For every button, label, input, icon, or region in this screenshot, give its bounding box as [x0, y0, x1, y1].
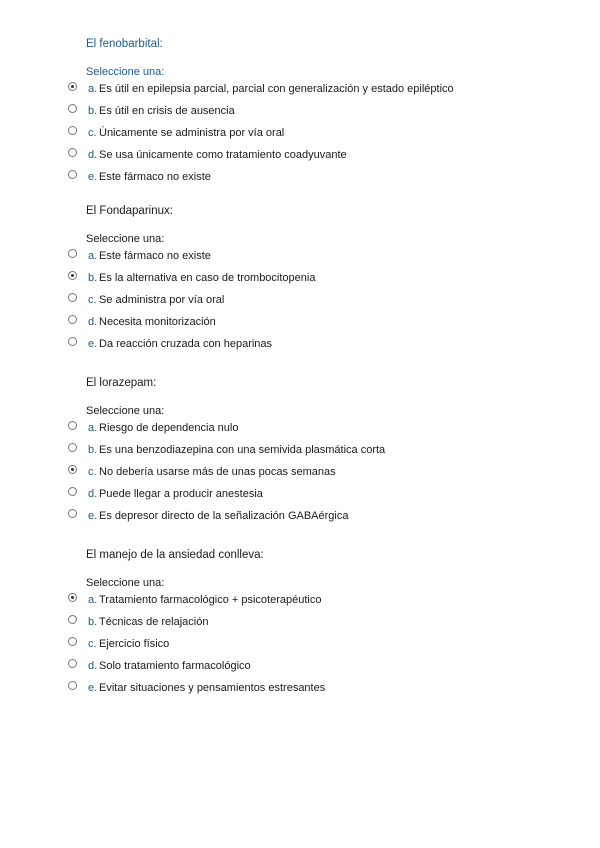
question-4-option-c[interactable] — [0, 637, 560, 655]
option-text: Tratamiento farmacológico + psicoterapéutico — [99, 594, 322, 606]
option-letter: c. — [88, 294, 97, 306]
question-4-option-d[interactable] — [0, 659, 560, 677]
question-2-option-e[interactable] — [0, 337, 560, 355]
radio-button[interactable] — [68, 104, 77, 113]
radio-button[interactable] — [68, 443, 77, 452]
option-text: Técnicas de relajación — [99, 616, 209, 628]
radio-button-selected[interactable] — [68, 465, 77, 474]
option-letter: b. — [88, 444, 98, 456]
question-4-option-a[interactable] — [0, 593, 560, 611]
radio-button[interactable] — [68, 509, 77, 518]
radio-button-selected[interactable] — [68, 82, 77, 91]
question-2-option-d[interactable] — [0, 315, 560, 333]
option-text: Es una benzodiazepina con una semivida plasmática corta — [99, 444, 386, 456]
question-2-prompt: Seleccione una: — [86, 233, 165, 245]
question-2-option-c[interactable] — [0, 293, 560, 311]
option-text: Ejercicio físico — [99, 638, 170, 650]
radio-button[interactable] — [68, 659, 77, 668]
radio-button[interactable] — [68, 615, 77, 624]
question-1-option-b[interactable] — [0, 104, 560, 122]
option-letter: b. — [88, 272, 98, 284]
option-text: Solo tratamiento farmacológico — [99, 660, 251, 672]
option-text: Se administra por vía oral — [99, 294, 225, 306]
question-3-option-b[interactable] — [0, 443, 560, 461]
question-3-title: El lorazepam: — [86, 377, 157, 389]
option-letter: c. — [88, 466, 97, 478]
option-letter: b. — [88, 105, 98, 117]
question-1-option-a[interactable] — [0, 82, 560, 100]
option-letter: e. — [88, 510, 98, 522]
radio-button-selected[interactable] — [68, 593, 77, 602]
option-text: Es útil en epilepsia parcial, parcial con generalización y estado epiléptico — [99, 83, 454, 95]
option-letter: a. — [88, 250, 98, 262]
radio-button[interactable] — [68, 126, 77, 135]
radio-button[interactable] — [68, 637, 77, 646]
option-text: Da reacción cruzada con heparinas — [99, 338, 273, 350]
option-text: Se usa únicamente como tratamiento coadyuvante — [99, 149, 347, 161]
option-letter: a. — [88, 594, 98, 606]
option-letter: d. — [88, 316, 98, 328]
option-letter: a. — [88, 422, 98, 434]
option-letter: b. — [88, 616, 98, 628]
option-letter: e. — [88, 682, 98, 694]
option-text: Riesgo de dependencia nulo — [99, 422, 239, 434]
radio-button[interactable] — [68, 337, 77, 346]
option-text: Es útil en crisis de ausencia — [99, 105, 235, 117]
radio-button[interactable] — [68, 315, 77, 324]
option-letter: d. — [88, 660, 98, 672]
question-3-option-c[interactable] — [0, 465, 560, 483]
radio-button[interactable] — [68, 681, 77, 690]
question-2-option-a[interactable] — [0, 249, 560, 267]
option-letter: d. — [88, 488, 98, 500]
question-1-option-e[interactable] — [0, 170, 560, 188]
option-letter: c. — [88, 638, 97, 650]
option-text: Puede llegar a producir anestesia — [99, 488, 263, 500]
question-2-title: El Fondaparinux: — [86, 205, 173, 217]
question-1-option-d[interactable] — [0, 148, 560, 166]
question-1-option-c[interactable] — [0, 126, 560, 144]
question-1-prompt: Seleccione una: — [86, 66, 165, 78]
option-letter: a. — [88, 83, 98, 95]
option-text: Únicamente se administra por vía oral — [99, 127, 285, 139]
radio-button[interactable] — [68, 148, 77, 157]
question-4-option-e[interactable] — [0, 681, 560, 699]
radio-button[interactable] — [68, 487, 77, 496]
option-text: Este fármaco no existe — [99, 250, 211, 262]
question-3-option-d[interactable] — [0, 487, 560, 505]
option-text: Este fármaco no existe — [99, 171, 211, 183]
question-1-title: El fenobarbital: — [86, 38, 163, 50]
question-4-title: El manejo de la ansiedad conlleva: — [86, 549, 264, 561]
radio-button[interactable] — [68, 293, 77, 302]
radio-button[interactable] — [68, 170, 77, 179]
option-text: Necesita monitorización — [99, 316, 216, 328]
radio-button[interactable] — [68, 249, 77, 258]
option-letter: e. — [88, 338, 98, 350]
question-4-prompt: Seleccione una: — [86, 577, 165, 589]
option-letter: e. — [88, 171, 98, 183]
question-3-prompt: Seleccione una: — [86, 405, 165, 417]
option-letter: c. — [88, 127, 97, 139]
option-text: Es depresor directo de la señalización GABAérgica — [99, 510, 349, 522]
option-text: Es la alternativa en caso de trombocitopenia — [99, 272, 316, 284]
option-letter: d. — [88, 149, 98, 161]
option-text: No debería usarse más de unas pocas semanas — [99, 466, 336, 478]
radio-button[interactable] — [68, 421, 77, 430]
question-3-option-e[interactable] — [0, 509, 560, 527]
question-3-option-a[interactable] — [0, 421, 560, 439]
question-4-option-b[interactable] — [0, 615, 560, 633]
option-text: Evitar situaciones y pensamientos estresantes — [99, 682, 326, 694]
radio-button-selected[interactable] — [68, 271, 77, 280]
question-2-option-b[interactable] — [0, 271, 560, 289]
